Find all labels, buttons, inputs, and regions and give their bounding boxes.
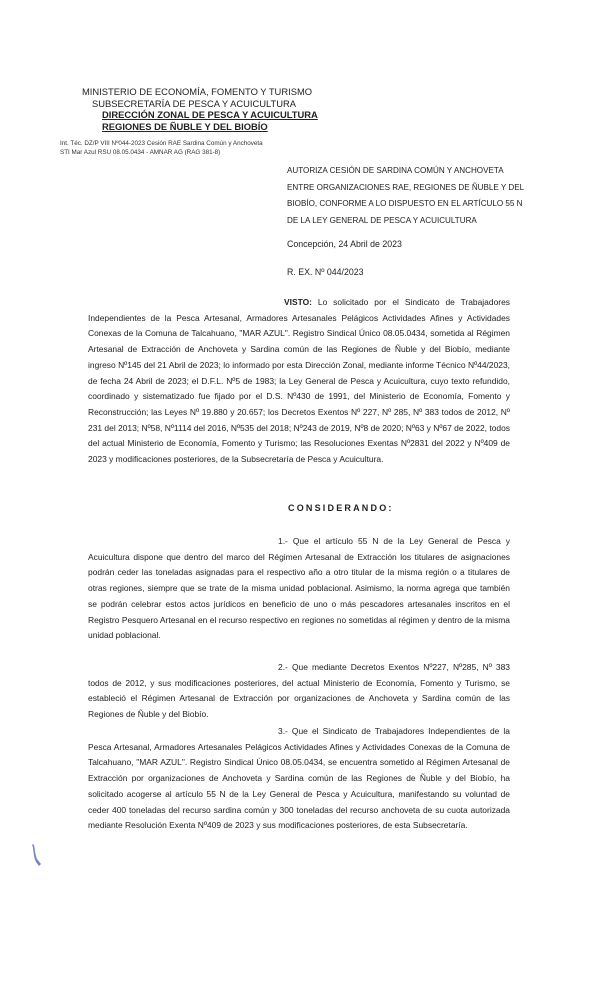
letterhead-regions: REGIONES DE ÑUBLE Y DEL BIOBÍO (102, 120, 268, 132)
reference-line-1: Int. Téc. DZ/P VIII Nº044-2023 Cesión RAE Sardina Común y Anchoveta (60, 140, 263, 147)
visto-label: VISTO: (284, 297, 312, 307)
pen-mark-icon (30, 842, 44, 868)
letterhead-zonal-direction: DIRECCIÓN ZONAL DE PESCA Y ACUICULTURA (102, 109, 318, 120)
considerando-heading: CONSIDERANDO: (288, 503, 394, 513)
letterhead-ministry: MINISTERIO DE ECONOMÍA, FOMENTO Y TURISMO (82, 86, 313, 97)
visto-text: Lo solicitado por el Sindicato de Trabajadores Independientes de la Pesca Artesanal, Armadores Artesanales Pelágicos Actividades Afines y Actividades Conexas de la Comuna de Talcahuano, "MAR AZUL". Registro Sindical Único 08.05.0434, sometida al Régimen Artesanal de Extracción de Anchoveta y Sardina común de las Regiones de Ñuble y del Biobío, mediante ingreso Nº145 del 21 Abril de 2023; lo informado por esta Dirección Zonal, mediante informe Técnico Nº44/2023, de fecha 24 Abril de 2023; el D.F.L. Nº5 de 1983; la Ley General de Pesca y Acuicultura, cuyo texto refundido, coordinado y sistematizado fue fijado por el D.S. Nº430 de 1991, del Ministerio de Economía, Fomento y Reconstrucción; las Leyes Nº 19.880 y 20.657; los Decretos Exentos Nº 227, Nº 285, Nº 383 todos de 2012, Nº 231 del 2013; Nº58, Nº1114 del 2016, Nº535 del 2018; Nº243 de 2019, Nº8 de 2020; Nº63 y Nº67 de 2022, todos del actual Ministerio de Economía, Fomento y Turismo; las Resoluciones Exentas Nº2831 del 2022 y Nº409 de 2023 y modificaciones posteriores, de la Subsecretaría de Pesca y Acuicultura. (88, 297, 510, 465)
clause-2-text: 2.- Que mediante Decretos Exentos Nº227, Nº285, Nº 383 todos de 2012, y sus modificaciones posteriores, del actual Ministerio de Economía, Fomento y Turismo, se estableció el Régimen Artesanal de Extracción por organizaciones de Anchoveta y Sardina común de las Regiones de Ñuble y del Biobío. (88, 662, 510, 720)
reference-block (60, 139, 263, 157)
clause-1 (88, 534, 510, 644)
letterhead (64, 86, 318, 132)
clause-1-text: 1.- Que el artículo 55 N de la Ley General de Pesca y Acuicultura dispone que dentro del marco del Régimen Artesanal de Extracción los titulares de asignaciones podrán ceder las toneladas asignadas para el respectivo año a otro titular de la misma región o a titulares de otras regiones, siempre que se trate de la misma unidad poblacional. Asimismo, la norma agrega que también se podrán celebrar estos actos jurídicos en beneficio de uno o más pescadores artesanales inscritos en el Registro Pesquero Artesanal en el recurso respectivo en regiones no sometidas al régimen y dentro de la misma unidad poblacional. (88, 536, 510, 641)
clause-3-text: 3.- Que el Sindicato de Trabajadores Independientes de la Pesca Artesanal, Armadores Artesanales Pelágicos Actividades Afines y Actividades Conexas de la Comuna de Talcahuano, "MAR AZUL". Registro Sindical Único 08.05.0434, se encuentra sometido al Régimen Artesanal de Extracción por organizaciones de Anchoveta y Sardina común de las Regiones de Ñuble y del Biobío, ha solicitado acogerse al artículo 55 N de la Ley General de Pesca y Acuicultura, manifestando su voluntad de ceder 400 toneladas del recurso sardina común y 300 toneladas del recurso anchoveta de su cuota autorizada mediante Resolución Exenta Nº409 de 2023 y sus modificaciones posteriores, de esta Subsecretaría. (88, 726, 510, 831)
resolution-number: R. EX. Nº 044/2023 (287, 267, 364, 277)
clause-2 (88, 660, 510, 723)
resolution-date: Concepción, 24 Abril de 2023 (287, 239, 402, 249)
resolution-subject: AUTORIZA CESIÓN DE SARDINA COMÚN Y ANCHOVETA ENTRE ORGANIZACIONES RAE, REGIONES DE ÑUBLE Y DEL BIOBÍO, CONFORME A LO DISPUESTO EN EL ARTÍCULO 55 N DE LA LEY GENERAL DE PESCA Y ACUICULTURA (287, 166, 524, 225)
visto-paragraph (88, 295, 510, 468)
letterhead-subsecretariat: SUBSECRETARÍA DE PESCA Y ACUICULTURA (92, 97, 297, 109)
reference-line-2: STI Mar Azul RSU 08.05.0434 - AMNAR AG (RAG 381-8) (60, 149, 221, 156)
clause-3 (88, 724, 510, 834)
